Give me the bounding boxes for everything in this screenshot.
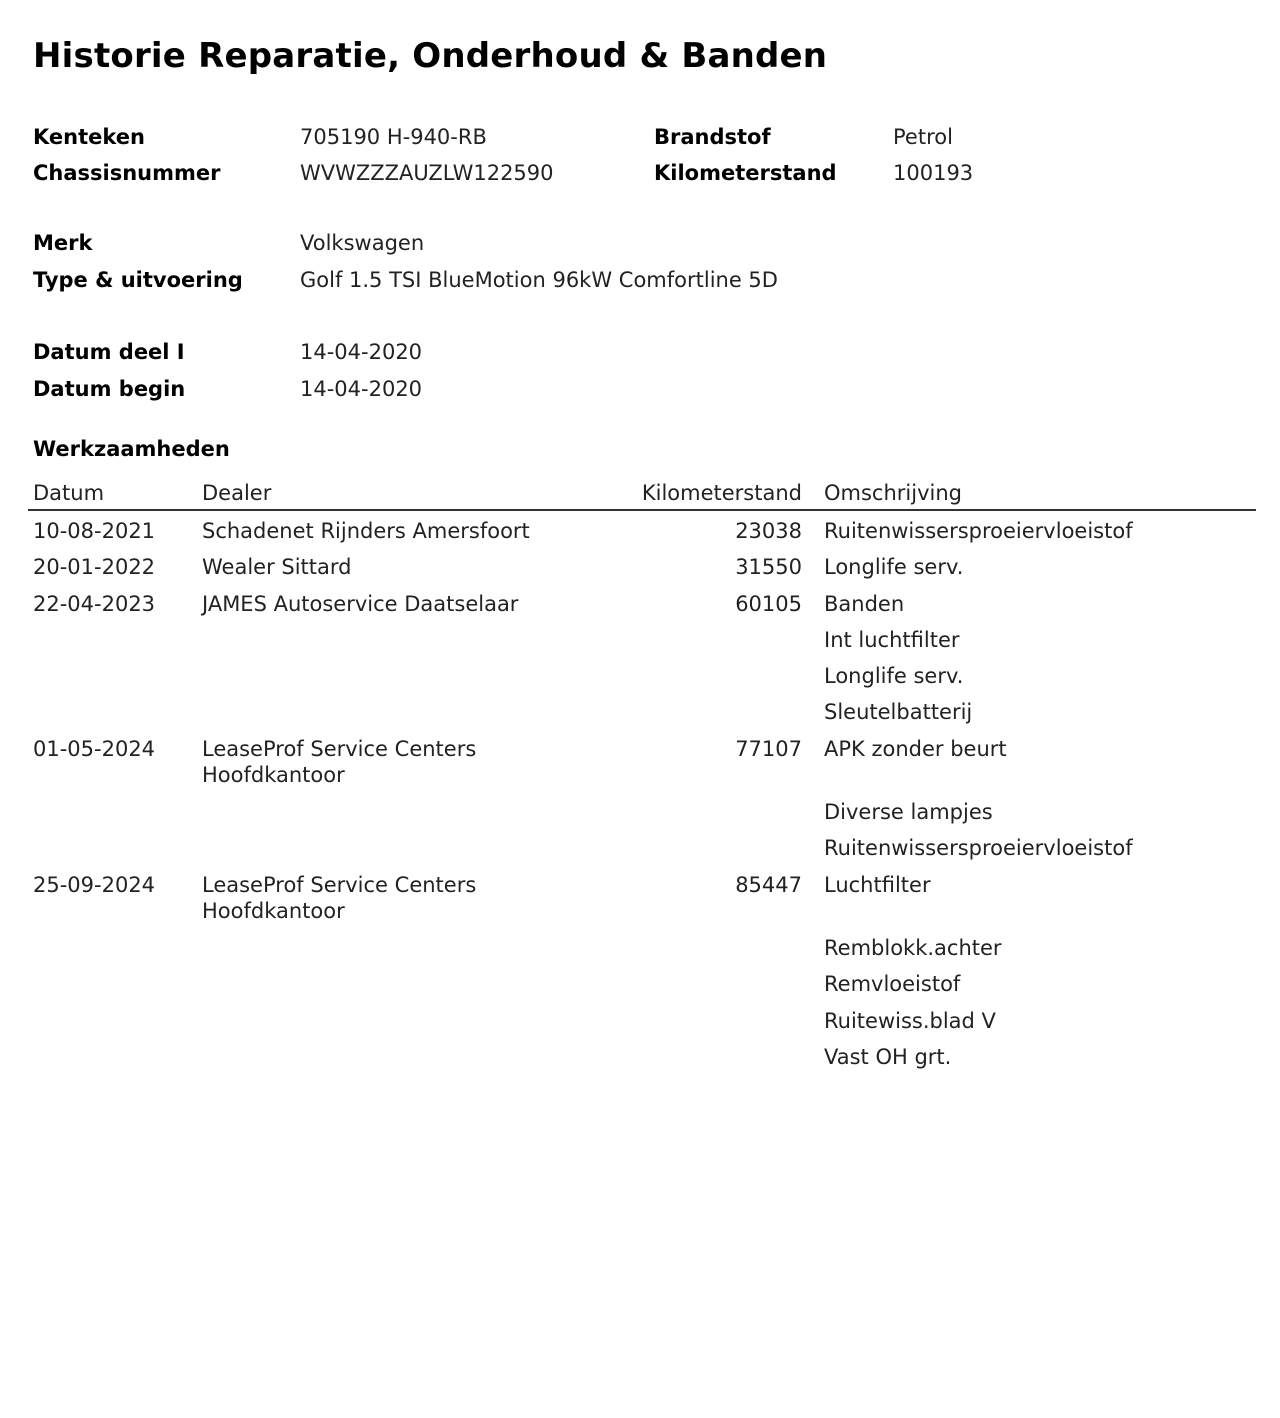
description-item: Ruitenwissersproeiervloeistof bbox=[824, 519, 1133, 543]
row-km: 23038 bbox=[735, 519, 802, 543]
header-divider bbox=[28, 509, 1256, 511]
description-item: Remblokk.achter bbox=[824, 935, 1002, 960]
kilometerstand-label: Kilometerstand bbox=[654, 161, 837, 185]
merk-label: Merk bbox=[33, 231, 93, 255]
description-item: Ruitewiss.blad V bbox=[824, 1008, 996, 1033]
datum-deel-value: 14-04-2020 bbox=[300, 340, 423, 364]
type-label: Type & uitvoering bbox=[33, 268, 243, 292]
description-item: Int luchtfilter bbox=[824, 627, 960, 652]
column-header-dealer: Dealer bbox=[202, 481, 272, 505]
row-km: 77107 bbox=[735, 736, 802, 761]
chassis-value: WVWZZZAUZLW122590 bbox=[300, 161, 554, 185]
row-dealer: Schadenet Rijnders Amersfoort bbox=[202, 519, 530, 543]
column-header-description: Omschrijving bbox=[824, 481, 962, 505]
description-item: APK zonder beurt bbox=[824, 736, 1007, 761]
section-title-werkzaamheden: Werkzaamheden bbox=[33, 437, 230, 461]
row-dealer: LeaseProf Service Centers Hoofdkantoor bbox=[202, 872, 477, 923]
row-dealer: Wealer Sittard bbox=[202, 555, 352, 580]
merk-value: Volkswagen bbox=[300, 231, 425, 255]
row-km: 60105 bbox=[735, 591, 802, 616]
description-item: Sleutelbatterij bbox=[824, 700, 973, 725]
chassis-label: Chassisnummer bbox=[33, 161, 221, 185]
row-date: 25-09-2024 bbox=[33, 872, 156, 897]
work-table bbox=[0, 513, 1280, 1075]
column-header-km: Kilometerstand bbox=[641, 481, 802, 505]
datum-begin-label: Datum begin bbox=[33, 377, 186, 401]
row-dealer: LeaseProf Service Centers Hoofdkantoor bbox=[202, 736, 477, 787]
table-row bbox=[0, 586, 1280, 731]
row-description bbox=[824, 867, 1002, 1075]
description-item: Vast OH grt. bbox=[824, 1044, 952, 1069]
type-value: Golf 1.5 TSI BlueMotion 96kW Comfortline 5D bbox=[300, 268, 778, 292]
page-title: Historie Reparatie, Onderhoud & Banden bbox=[33, 36, 828, 76]
row-date: 10-08-2021 bbox=[33, 519, 156, 543]
row-km: 85447 bbox=[735, 872, 802, 897]
brandstof-label: Brandstof bbox=[654, 125, 771, 149]
description-item: Banden bbox=[824, 591, 905, 616]
row-date: 20-01-2022 bbox=[33, 555, 156, 580]
table-row bbox=[0, 731, 1280, 867]
kenteken-value: 705190 H-940-RB bbox=[300, 125, 487, 149]
table-row bbox=[0, 549, 1280, 585]
description-item: Longlife serv. bbox=[824, 664, 964, 689]
row-date: 01-05-2024 bbox=[33, 736, 156, 761]
row-description bbox=[824, 513, 1133, 549]
row-description bbox=[824, 586, 972, 731]
row-km: 31550 bbox=[735, 555, 802, 580]
kenteken-label: Kenteken bbox=[33, 125, 145, 149]
brandstof-value: Petrol bbox=[893, 125, 953, 149]
row-date: 22-04-2023 bbox=[33, 591, 156, 616]
description-item: Ruitenwissersproeiervloeistof bbox=[824, 836, 1133, 861]
datum-deel-label: Datum deel I bbox=[33, 340, 185, 364]
description-item: Remvloeistof bbox=[824, 972, 961, 997]
table-row bbox=[0, 513, 1280, 549]
column-header-date: Datum bbox=[33, 481, 105, 505]
description-item: Longlife serv. bbox=[824, 555, 964, 580]
table-row bbox=[0, 867, 1280, 1075]
description-item: Diverse lampjes bbox=[824, 800, 993, 825]
row-description bbox=[824, 731, 1133, 867]
row-dealer: JAMES Autoservice Daatselaar bbox=[202, 591, 519, 616]
row-description bbox=[824, 549, 963, 585]
description-item: Luchtfilter bbox=[824, 872, 931, 897]
datum-begin-value: 14-04-2020 bbox=[300, 377, 423, 401]
kilometerstand-value: 100193 bbox=[893, 161, 974, 185]
